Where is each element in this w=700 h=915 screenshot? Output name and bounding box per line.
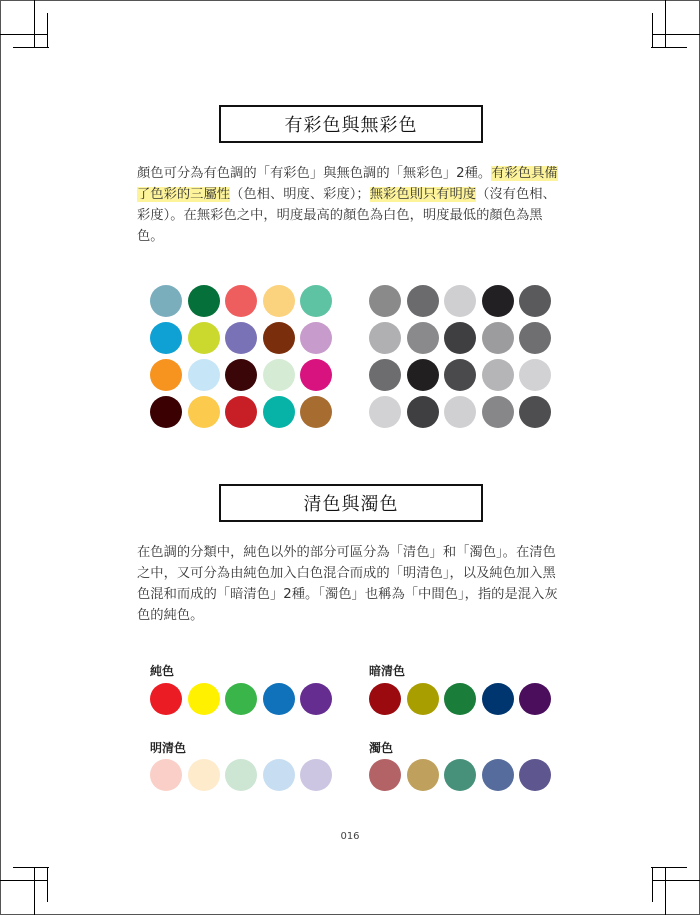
achromatic-color-swatch <box>482 285 514 317</box>
tone-color-swatch <box>369 759 401 791</box>
highlighted-text: 無彩色則只有明度 <box>369 187 477 202</box>
tone-color-swatch <box>519 759 551 791</box>
chromatic-color-swatch <box>263 285 295 317</box>
tone-color-swatch <box>150 683 182 715</box>
chromatic-color-swatch <box>150 359 182 391</box>
page-number: 016 <box>340 831 360 842</box>
tone-color-swatch <box>300 683 332 715</box>
chromatic-color-swatch <box>300 359 332 391</box>
highlighted-text: 有彩色具備了色彩的三屬性 <box>137 166 558 202</box>
chromatic-color-swatch <box>263 359 295 391</box>
tone-color-swatch <box>519 683 551 715</box>
chromatic-color-swatch <box>225 359 257 391</box>
tone-color-swatch <box>482 759 514 791</box>
tone-color-swatch <box>225 683 257 715</box>
tone-color-swatch <box>407 759 439 791</box>
chromatic-color-swatch <box>150 285 182 317</box>
paragraph-chromatic-intro <box>137 163 567 247</box>
chromatic-color-swatch <box>300 322 332 354</box>
dull-color-row <box>369 759 554 791</box>
achromatic-color-grid <box>369 285 554 433</box>
tone-color-swatch <box>407 683 439 715</box>
chromatic-color-grid <box>150 285 335 433</box>
tone-color-swatch <box>444 683 476 715</box>
achromatic-color-swatch <box>519 359 551 391</box>
achromatic-color-swatch <box>407 285 439 317</box>
tone-color-swatch <box>300 759 332 791</box>
achromatic-color-swatch <box>444 322 476 354</box>
achromatic-color-swatch <box>369 285 401 317</box>
tone-color-swatch <box>263 759 295 791</box>
achromatic-color-swatch <box>482 359 514 391</box>
section-title-clear-dull: 清色與濁色 <box>219 484 483 522</box>
light-clear-color-row <box>150 759 335 791</box>
label-pure-color: 純色 <box>150 664 175 678</box>
chromatic-color-swatch <box>300 285 332 317</box>
chromatic-color-swatch <box>225 322 257 354</box>
chromatic-color-swatch <box>150 396 182 428</box>
chromatic-color-swatch <box>188 396 220 428</box>
paragraph-text: 顏色可分為有色調的「有彩色」與無色調的「無彩色」2種。 <box>137 166 492 181</box>
tone-color-swatch <box>225 759 257 791</box>
achromatic-color-swatch <box>369 322 401 354</box>
chromatic-color-swatch <box>225 396 257 428</box>
tone-color-swatch <box>150 759 182 791</box>
achromatic-color-swatch <box>519 396 551 428</box>
tone-color-swatch <box>188 683 220 715</box>
achromatic-color-swatch <box>444 359 476 391</box>
pure-color-row <box>150 683 335 715</box>
tone-color-swatch <box>444 759 476 791</box>
achromatic-color-swatch <box>519 322 551 354</box>
achromatic-color-swatch <box>482 396 514 428</box>
chromatic-color-swatch <box>263 396 295 428</box>
chromatic-color-swatch <box>300 396 332 428</box>
tone-color-swatch <box>263 683 295 715</box>
chromatic-color-swatch <box>188 322 220 354</box>
achromatic-color-swatch <box>369 359 401 391</box>
label-light-clear-color: 明清色 <box>150 741 187 755</box>
achromatic-color-swatch <box>369 396 401 428</box>
chromatic-color-swatch <box>225 285 257 317</box>
tone-color-swatch <box>482 683 514 715</box>
dark-clear-color-row <box>369 683 554 715</box>
paragraph-text: （色相、明度、彩度）； <box>230 187 370 202</box>
chromatic-color-swatch <box>263 322 295 354</box>
label-dark-clear-color: 暗清色 <box>369 664 406 678</box>
label-dull-color: 濁色 <box>369 741 394 755</box>
paragraph-text: （沒有色相、彩度）。在無彩色之中，明度最高的顏色為白色，明度最低的顏色為黑色。 <box>137 187 556 244</box>
section-title-chromatic: 有彩色與無彩色 <box>219 105 483 143</box>
achromatic-color-swatch <box>407 396 439 428</box>
chromatic-color-swatch <box>150 322 182 354</box>
chromatic-color-swatch <box>188 359 220 391</box>
chromatic-color-swatch <box>188 285 220 317</box>
achromatic-color-swatch <box>482 322 514 354</box>
achromatic-color-swatch <box>444 396 476 428</box>
paragraph-clear-dull-intro: 在色調的分類中，純色以外的部分可區分為「清色」和「濁色」。在清色之中，又可分為由純色加入白色混合而成的「明清色」，以及純色加入黑色混和而成的「暗清色」2種。「濁色」也稱為「中間色」，指的是混入灰色的純色。 <box>137 545 558 623</box>
achromatic-color-swatch <box>519 285 551 317</box>
tone-color-swatch <box>369 683 401 715</box>
achromatic-color-swatch <box>444 285 476 317</box>
achromatic-color-swatch <box>407 322 439 354</box>
achromatic-color-swatch <box>407 359 439 391</box>
tone-color-swatch <box>188 759 220 791</box>
